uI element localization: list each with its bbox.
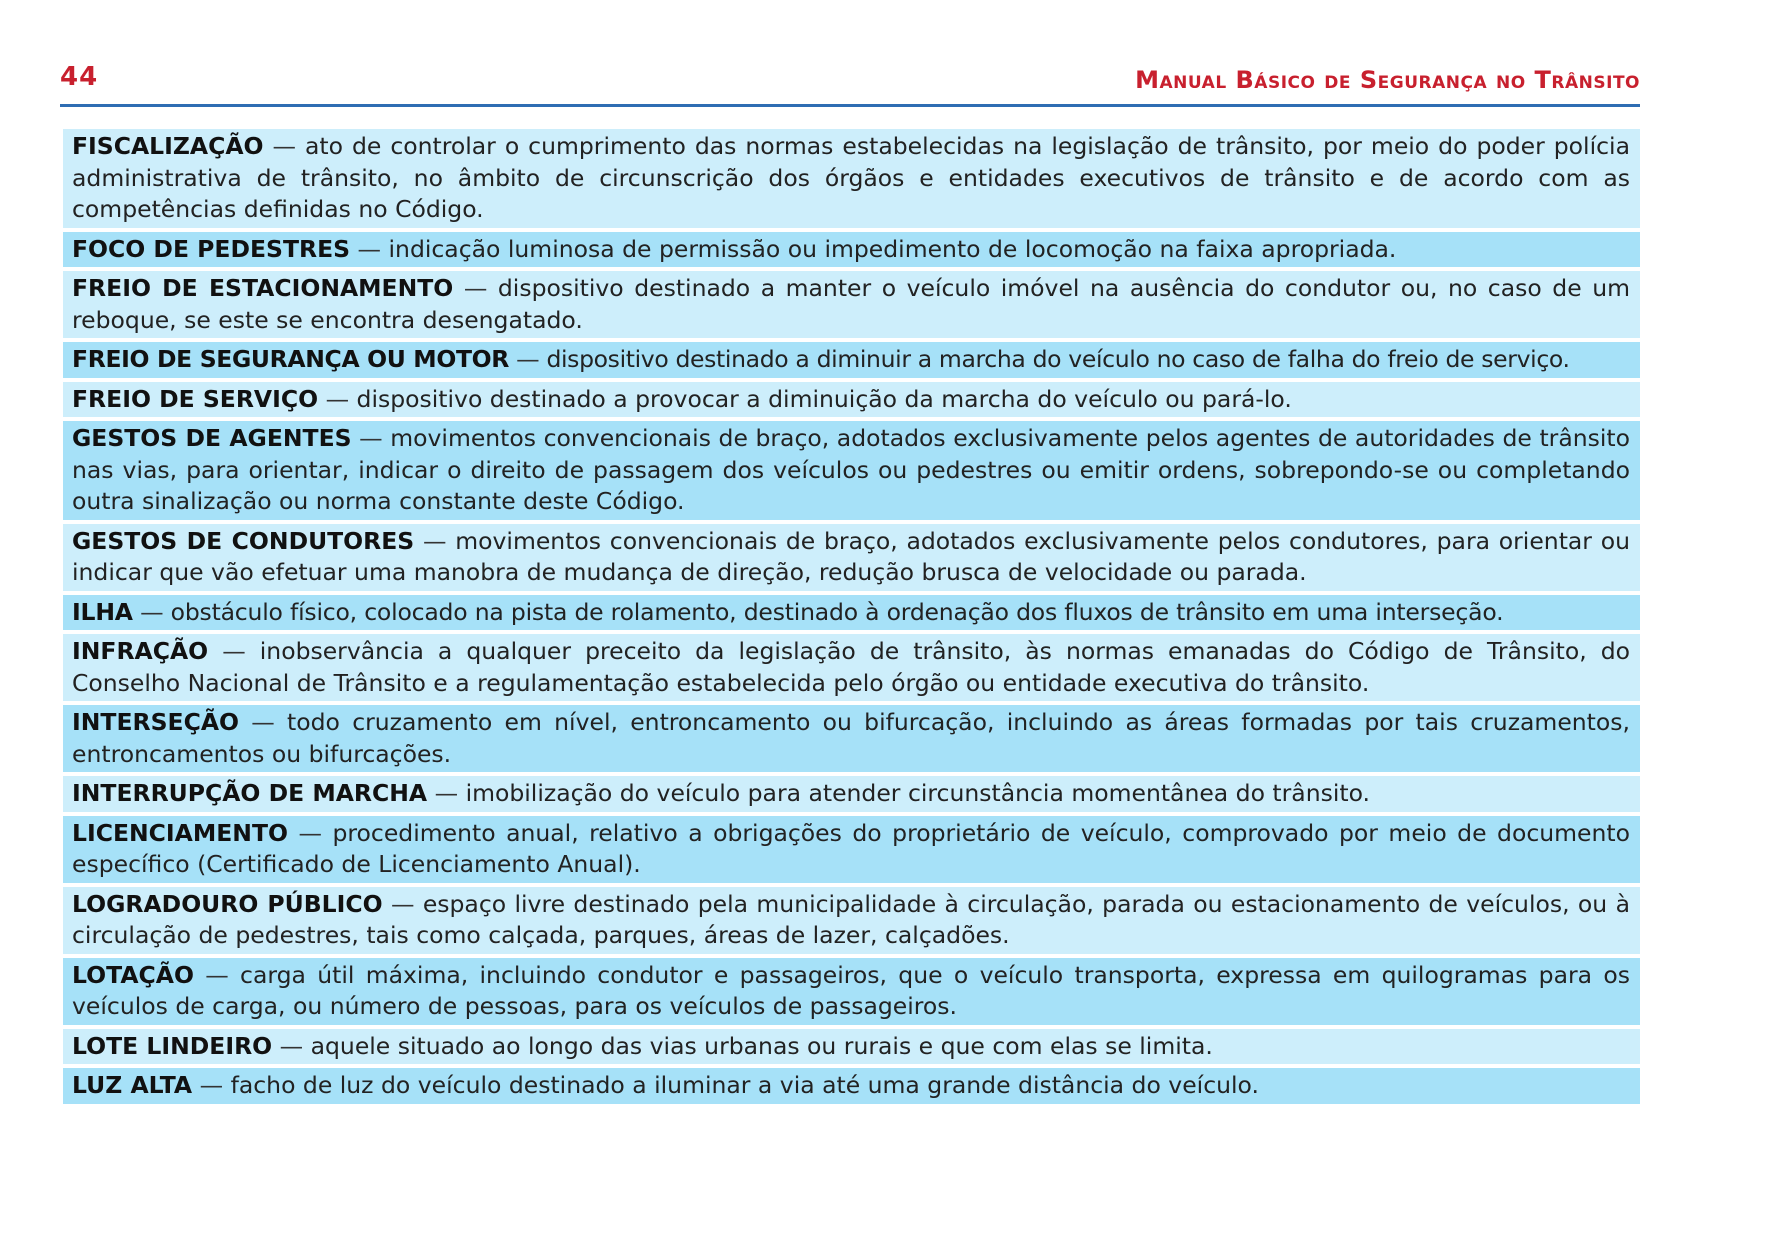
- glossary-term: INTERRUPÇÃO DE MARCHA: [72, 779, 428, 807]
- glossary-entry-lotacao: LOTAÇÃO — carga útil máxima, incluindo condutor e passageiros, que o veículo transporta, expressa em quilogramas para os veículos de carga, ou número de pessoas, para os veículos de passageiros.: [63, 958, 1640, 1025]
- glossary-term: FOCO DE PEDESTRES: [72, 234, 351, 263]
- glossary-definition: ato de controlar o cumprimento das normas estabelecidas na legislação de trânsito, por meio do poder polícia administrativa de trânsito, no âmbito de circunscrição dos órgãos e entidades executivos de trânsito e de acordo com as competências definidas no Código.: [72, 132, 1630, 223]
- glossary-definition: carga útil máxima, incluindo condutor e passageiros, que o veículo transporta, expressa em quilogramas para os veículos de carga, ou número de pessoas, para os veículos de passageiros.: [72, 960, 1630, 1020]
- glossary-term: LUZ ALTA: [72, 1071, 193, 1099]
- glossary-entry-foco-de-pedestres: FOCO DE PEDESTRES — indicação luminosa de permissão ou impedimento de locomoção na faixa apropriada.: [63, 232, 1640, 268]
- glossary-entry-licenciamento: LICENCIAMENTO — procedimento anual, relativo a obrigações do proprietário de veículo, comprovado por meio de documento específico (Certificado de Licenciamento Anual).: [63, 816, 1640, 883]
- glossary-term: FISCALIZAÇÃO: [72, 132, 264, 160]
- glossary-entry-gestos-de-condutores: GESTOS DE CONDUTORES — movimentos convencionais de braço, adotados exclusivamente pelos condutores, para orientar ou indicar que vão efetuar uma manobra de mudança de direção, redução brusca de velocidade ou parada.: [63, 524, 1640, 591]
- glossary-term: GESTOS DE CONDUTORES: [72, 526, 415, 555]
- glossary-entry-luz-alta: LUZ ALTA — facho de luz do veículo destinado a iluminar a via até uma grande distância do veículo.: [63, 1068, 1640, 1104]
- glossary-term: FREIO DE SERVIÇO: [72, 384, 319, 413]
- glossary-entry-logradouro-publico: LOGRADOURO PÚBLICO — espaço livre destinado pela municipalidade à circulação, parada ou estacionamento de veículos, ou à circulação de pedestres, tais como calçada, parques, áreas de lazer, calçadões.: [63, 887, 1640, 954]
- glossary-definition: dispositivo destinado a manter o veículo imóvel na ausência do condutor ou, no caso de um reboque, se este se encontra desengatado.: [72, 274, 1630, 334]
- glossary-definition: imobilização do veículo para atender circunstância momentânea do trânsito.: [465, 779, 1371, 807]
- glossary-term: LOGRADOURO PÚBLICO: [72, 889, 383, 918]
- glossary-term: FREIO DE SEGURANÇA OU MOTOR: [72, 345, 510, 373]
- header-divider: [60, 104, 1640, 107]
- glossary-definition: facho de luz do veículo destinado a iluminar a via até uma grande distância do veículo.: [230, 1071, 1259, 1099]
- glossary-term: INFRAÇÃO: [72, 637, 209, 665]
- page-number: 44: [60, 62, 99, 92]
- glossary-entry-lote-lindeiro: LOTE LINDEIRO — aquele situado ao longo das vias urbanas ou rurais e que com elas se limita.: [63, 1029, 1640, 1065]
- glossary-definition: inobservância a qualquer preceito da legislação de trânsito, às normas emanadas do Código de Trânsito, do Conselho Nacional de Trânsito e a regulamentação estabelecida pelo órgão ou entidade executiva do trânsito.: [72, 637, 1630, 697]
- glossary-term: INTERSEÇÃO: [72, 708, 239, 736]
- glossary-term: GESTOS DE AGENTES: [72, 424, 352, 452]
- glossary-definition: movimentos convencionais de braço, adotados exclusivamente pelos condutores, para orientar ou indicar que vão efetuar uma manobra de mudança de direção, redução brusca de velocidade ou parada.: [72, 526, 1630, 586]
- glossary-definition: movimentos convencionais de braço, adotados exclusivamente pelos agentes de autoridades de trânsito nas vias, para orientar, indicar o direito de passagem dos veículos ou pedestres ou emitir ordens, sobrepondo-se ou completando outra sinalização ou norma constante deste Código.: [72, 424, 1630, 515]
- glossary-definition: aquele situado ao longo das vias urbanas ou rurais e que com elas se limita.: [310, 1031, 1213, 1060]
- glossary-definition: procedimento anual, relativo a obrigações do proprietário de veículo, comprovado por meio de documento específico (Certificado de Licenciamento Anual).: [72, 818, 1630, 878]
- glossary-entry-intersecao: INTERSEÇÃO — todo cruzamento em nível, entroncamento ou bifurcação, incluindo as áreas formadas por tais cruzamentos, entroncamentos ou bifurcações.: [63, 705, 1640, 772]
- glossary-entry-fiscalizacao: FISCALIZAÇÃO — ato de controlar o cumprimento das normas estabelecidas na legislação de trânsito, por meio do poder polícia administrativa de trânsito, no âmbito de circunscrição dos órgãos e entidades executivos de trânsito e de acordo com as competências definidas no Código.: [63, 129, 1640, 228]
- glossary-list: [63, 129, 1640, 1108]
- glossary-term: LOTE LINDEIRO: [72, 1031, 273, 1060]
- glossary-entry-gestos-de-agentes: GESTOS DE AGENTES — movimentos convencionais de braço, adotados exclusivamente pelos agentes de autoridades de trânsito nas vias, para orientar, indicar o direito de passagem dos veículos ou pedestres ou emitir ordens, sobrepondo-se ou completando outra sinalização ou norma constante deste Código.: [63, 421, 1640, 520]
- glossary-entry-infracao: INFRAÇÃO — inobservância a qualquer preceito da legislação de trânsito, às normas emanadas do Código de Trânsito, do Conselho Nacional de Trânsito e a regulamentação estabelecida pelo órgão ou entidade executiva do trânsito.: [63, 634, 1640, 701]
- glossary-term: LOTAÇÃO: [72, 960, 194, 989]
- glossary-definition: dispositivo destinado a provocar a diminuição da marcha do veículo ou pará-lo.: [356, 384, 1292, 413]
- glossary-term: ILHA: [72, 597, 133, 626]
- glossary-definition: obstáculo físico, colocado na pista de rolamento, destinado à ordenação dos fluxos de trânsito em uma interseção.: [170, 597, 1504, 626]
- glossary-term: LICENCIAMENTO: [72, 818, 288, 847]
- glossary-definition: todo cruzamento em nível, entroncamento ou bifurcação, incluindo as áreas formadas por tais cruzamentos, entroncamentos ou bifurcações.: [72, 708, 1630, 768]
- glossary-entry-freio-de-estacionamento: FREIO DE ESTACIONAMENTO — dispositivo destinado a manter o veículo imóvel na ausência do condutor ou, no caso de um reboque, se este se encontra desengatado.: [63, 271, 1640, 338]
- page-header: [60, 62, 1640, 102]
- glossary-entry-ilha: ILHA — obstáculo físico, colocado na pista de rolamento, destinado à ordenação dos fluxos de trânsito em uma interseção.: [63, 595, 1640, 631]
- glossary-entry-freio-de-seguranca: FREIO DE SEGURANÇA OU MOTOR — dispositivo destinado a diminuir a marcha do veículo no caso de falha do freio de serviço.: [63, 342, 1640, 378]
- glossary-term: FREIO DE ESTACIONAMENTO: [72, 274, 454, 302]
- manual-title: Manual Básico de Segurança no Trânsito: [1135, 66, 1640, 94]
- glossary-entry-freio-de-servico: FREIO DE SERVIÇO — dispositivo destinado a provocar a diminuição da marcha do veículo ou pará-lo.: [63, 382, 1640, 418]
- glossary-entry-interrupcao-de-marcha: INTERRUPÇÃO DE MARCHA — imobilização do veículo para atender circunstância momentânea do trânsito.: [63, 776, 1640, 812]
- glossary-definition: dispositivo destinado a diminuir a marcha do veículo no caso de falha do freio de serviço.: [546, 345, 1570, 373]
- glossary-definition: espaço livre destinado pela municipalidade à circulação, parada ou estacionamento de veículos, ou à circulação de pedestres, tais como calçada, parques, áreas de lazer, calçadões.: [72, 889, 1630, 949]
- glossary-definition: indicação luminosa de permissão ou impedimento de locomoção na faixa apropriada.: [388, 234, 1397, 263]
